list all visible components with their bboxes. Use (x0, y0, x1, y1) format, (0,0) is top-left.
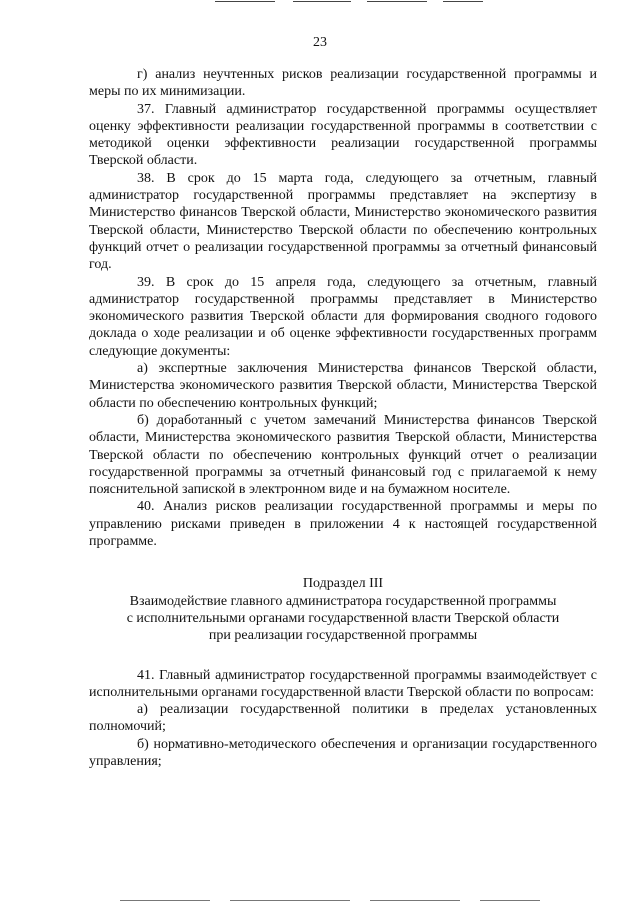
paragraph-item-g: г) анализ неучтенных рисков реализации государственной программы и меры по их минимизации. (89, 67, 597, 100)
subsection-title-line: Взаимодействие главного администратора государственной программы (129, 593, 557, 609)
document-body (89, 66, 597, 770)
paragraph-39-b: б) доработанный с учетом замечаний Министерства финансов Тверской области, Министерства экономического развития Тверской области, Министерства Тверской области по обеспечению контрольных функций отчет о реализации государственной программы за отчетный финансовый год с прилагаемой к нему пояснительной запиской в электронном виде и на бумажном носителе. (89, 412, 597, 498)
paragraph-37: 37. Главный администратор государственной программы осуществляет оценку эффективности реализации государственной программы в соответствии с методикой оценки эффективности реализации государственной программы Тверской области. (89, 101, 597, 169)
paragraph-39-a: а) экспертные заключения Министерства финансов Тверской области, Министерства экономического развития Тверской области, Министерства Тверской области по обеспечению контрольных функций; (89, 361, 597, 411)
top-edge-rules (215, 0, 515, 4)
paragraph-39: 39. В срок до 15 апреля года, следующего за отчетным, главный администратор государственной программы представляет в Министерство экономического развития Тверской области для формирования сводного годового доклада о ходе реализации и об оценке эффективности государственных программ следующие документы: (89, 274, 597, 359)
paragraph-41-b: б) нормативно-методического обеспечения и организации государственного управления; (89, 736, 597, 769)
subsection-title-line: при реализации государственной программы (208, 628, 478, 644)
paragraph-41: 41. Главный администратор государственной программы взаимодействует с исполнительными органами государственной власти Тверской области по вопросам: (89, 667, 597, 700)
page-number: 23 (313, 35, 327, 50)
paragraph-38: 38. В срок до 15 марта года, следующего за отчетным, главный администратор государственной программы представляет на экспертизу в Министерство финансов Тверской области, Министерство экономического развития Тверской области, Министерство Тверской области по обеспечению контрольных функций отчет о реализации государственной программы за отчетный финансовый год. (89, 170, 597, 273)
bottom-edge-rules (120, 899, 540, 902)
subsection-title-line: с исполнительными органами государственной власти Тверской области (126, 610, 560, 626)
subsection-heading (89, 575, 597, 644)
subsection-label: Подраздел III (302, 576, 384, 592)
paragraph-41-a: а) реализации государственной политики в пределах установленных полномочий; (89, 702, 597, 735)
paragraph-40: 40. Анализ рисков реализации государственной программы и меры по управлению рисками приведен в приложении 4 к настоящей государственной программе. (89, 499, 597, 550)
